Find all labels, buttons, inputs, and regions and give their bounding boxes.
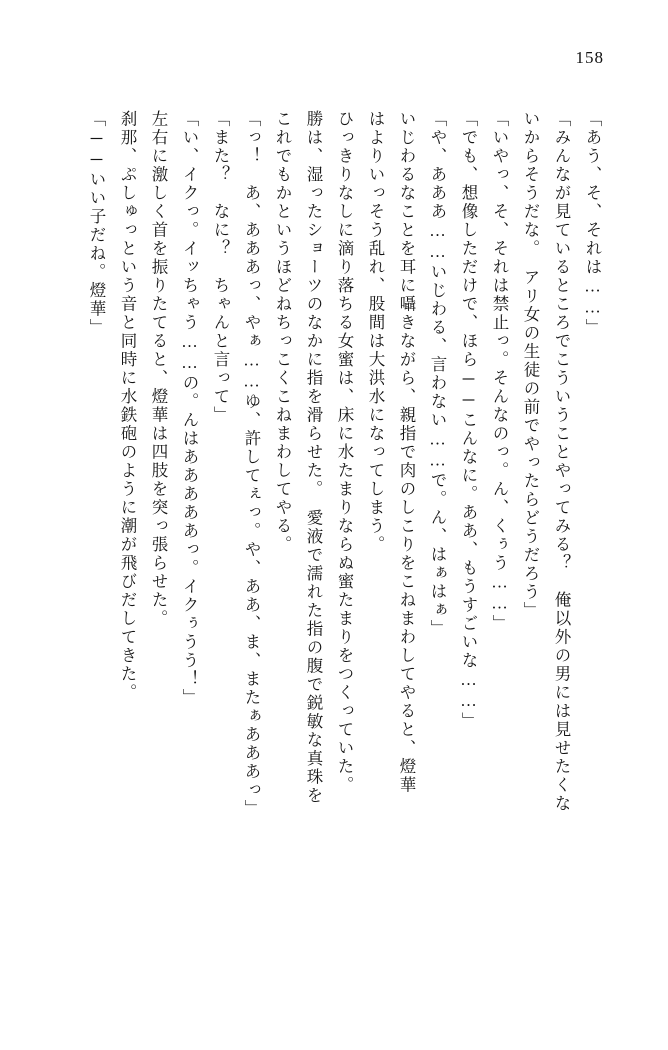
text-line: 「みんなが見ているところでこういうことやってみる？ 俺以外の男には見せたくな	[552, 110, 571, 813]
text-line: 「い、イクっ。イッちゃう……の。んはあああああっ。イクぅうう！」	[180, 110, 199, 707]
text-line: 「──いい子だね。燈華」	[87, 110, 106, 337]
text-line: はよりいっそう乱れ、股間は大洪水になってしまう。	[366, 110, 385, 554]
text-line: 「や、あああ……いじわる、言わない……で。ん、はぁはぁ」	[428, 110, 447, 638]
text-line: いじわるなことを耳に囁きながら、親指で肉のしこりをこねまわしてやると、燈華	[397, 110, 416, 795]
text-line: ひっきりなしに滴り落ちる女蜜は、床に水たまりならぬ蜜たまりをつくっていた。	[335, 110, 354, 795]
text-line: 左右に激しく首を振りたてると、燈華は四肢を突っ張らせた。	[149, 110, 168, 628]
vertical-text-body	[60, 110, 608, 990]
text-line: 「あう、そ、それは……」	[583, 110, 602, 337]
text-line: 刹那、ぷしゅっという音と同時に水鉄砲のように潮が飛びだしてきた。	[118, 110, 137, 702]
text-line: 「でも、想像しただけで、ほら──こんなに。ああ、もうすごいな……」	[459, 110, 478, 731]
text-line: 「また？ なに？ ちゃんと言って」	[211, 110, 230, 425]
page-number: 158	[575, 48, 604, 67]
text-line: 「っ！ あ、あああっ、やぁ……ゆ、許してぇっ。や、ああ、ま、またぁあああっ」	[242, 110, 261, 818]
text-line: 勝は、湿ったショーツのなかに指を滑らせた。 愛液で濡れた指の腹で鋭敏な真珠を	[304, 110, 323, 805]
text-line: 「いやっ、そ、それは禁止っ。そんなのっ。ん、くぅう……」	[490, 110, 509, 633]
text-line: いからそうだな。 アリ女の生徒の前でやったらどうだろう」	[521, 110, 540, 620]
text-line: これでもかというほどねちっこくこねまわしてやる。	[273, 110, 292, 554]
